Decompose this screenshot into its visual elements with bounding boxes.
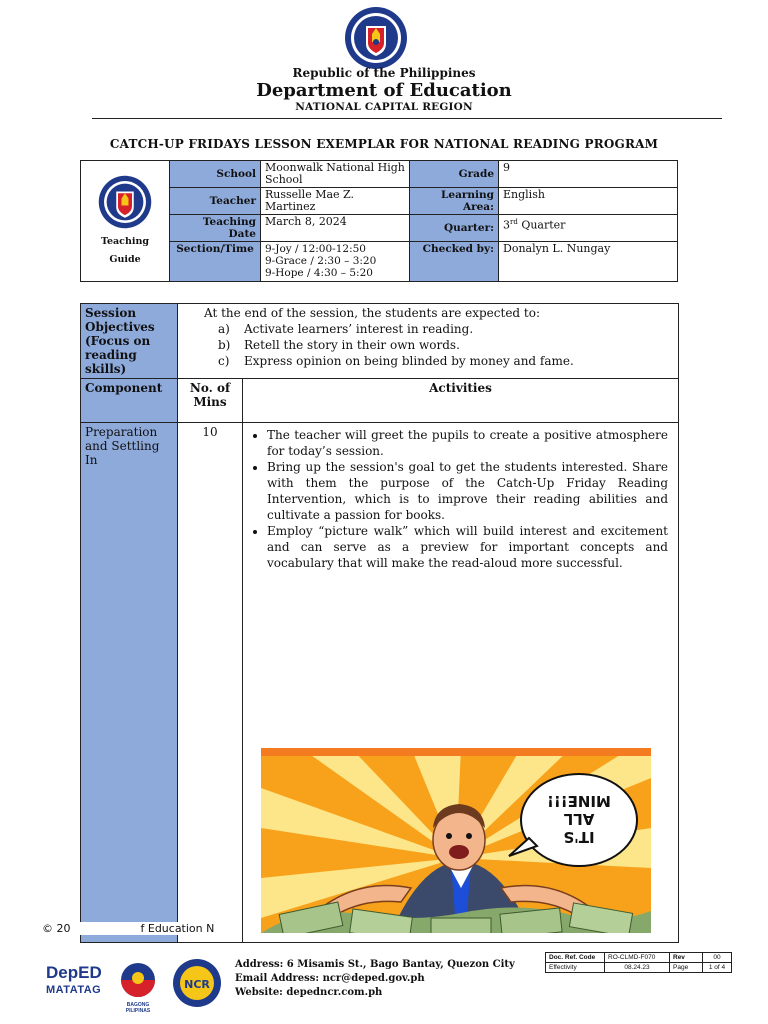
school-label: School — [170, 161, 261, 188]
copyright-text — [42, 922, 214, 935]
component-cell: Preparation and Settling In — [81, 423, 178, 943]
info-table — [80, 160, 678, 282]
grade-label: Grade — [410, 161, 499, 188]
deped-seal-small-icon — [94, 174, 156, 230]
activities-list — [247, 427, 674, 571]
objectives-label: Session Objectives (Focus on reading skills) — [85, 306, 155, 376]
objectives-intro: At the end of the session, the students are expected to: — [204, 306, 540, 320]
bagong-pilipinas-logo — [115, 962, 161, 1014]
checked-by-label: Checked by: — [410, 242, 499, 282]
section-line-2: 9-Grace / 2:30 – 3:20 — [265, 255, 377, 267]
mins-header: No. of Mins — [178, 379, 243, 423]
rev-label: Rev — [670, 953, 703, 963]
objective-letter: c) — [218, 354, 230, 368]
teacher-value: Russelle Mae Z. Martinez — [261, 188, 410, 215]
doc-ref-table — [545, 952, 732, 973]
quarter-value — [499, 215, 678, 242]
copyright-start: © 20 — [42, 922, 71, 935]
objectives-label-cell — [81, 304, 178, 379]
footer-address-block — [235, 958, 515, 1000]
ncr-seal-icon — [168, 958, 226, 1008]
header-divider — [92, 118, 722, 119]
objective-text: Express opinion on being blinded by money and fame. — [244, 354, 574, 368]
activity-item: • Employ “picture walk” which will build interest and excitement and can serve as a preview for important concepts and vocabulary that will make the read-aloud more successful. — [267, 523, 668, 571]
quarter-word: Quarter — [517, 218, 566, 232]
speech-line-1: IT'S — [563, 828, 595, 846]
learning-area-value: English — [499, 188, 678, 215]
ncr-text: NCR — [184, 978, 210, 991]
teacher-label: Teacher — [170, 188, 261, 215]
objective-item — [218, 337, 674, 353]
speech-line-3: MINE!!! — [547, 792, 611, 810]
republic-label: Republic of the Philippines — [292, 66, 476, 80]
deped-matatag-logo — [46, 962, 108, 1012]
section-time-label: Section/Time — [170, 242, 261, 282]
copyright-end: f Education N — [140, 922, 215, 935]
grade-value: 9 — [499, 161, 678, 188]
quarter-label: Quarter: — [410, 215, 499, 242]
quarter-sup: rd — [510, 218, 518, 226]
page-value: 1 of 4 — [703, 963, 732, 973]
doc-ref-value: RO-CLMD-F070 — [605, 953, 670, 963]
activity-item: • Bring up the session's goal to get the students interested. Share with them the purpose of the Catch-Up Friday Reading Intervention, which is to improve their reading abilities and cultivate a passion for books. — [267, 459, 668, 523]
section-time-value — [261, 242, 410, 282]
footer-website: Website: depedncr.com.ph — [235, 987, 383, 998]
teaching-guide-label-2: Guide — [109, 253, 141, 265]
deped-seal-icon — [344, 6, 408, 70]
effectivity-value: 08.24.23 — [605, 963, 670, 973]
rev-value: 00 — [703, 953, 732, 963]
objective-item — [218, 321, 674, 337]
bagong-pilipinas-icon — [120, 962, 156, 998]
mins-cell: 10 — [178, 423, 243, 943]
component-header: Component — [81, 379, 178, 423]
objective-text: Activate learners’ interest in reading. — [244, 322, 474, 336]
document-title: CATCH-UP FRIDAYS LESSON EXEMPLAR FOR NATIONAL READING PROGRAM — [109, 137, 659, 151]
teaching-guide-cell — [81, 161, 170, 282]
learning-area-label: Learning Area: — [410, 188, 499, 215]
teaching-date-value: March 8, 2024 — [261, 215, 410, 242]
objectives-list — [204, 321, 674, 369]
quarter-num: 3 — [503, 218, 510, 232]
teaching-date-label: Teaching Date — [170, 215, 261, 242]
matatag-text: MATATAG — [46, 984, 102, 996]
objective-letter: b) — [218, 338, 231, 352]
region-label: NATIONAL CAPITAL REGION — [295, 101, 473, 113]
department-title: Department of Education — [256, 80, 512, 101]
school-value: Moonwalk National High School — [261, 161, 410, 188]
activity-item: • The teacher will greet the pupils to create a positive atmosphere for today’s session. — [267, 427, 668, 459]
speech-line-2: ALL — [563, 810, 595, 828]
teaching-guide-label-1: Teaching — [100, 235, 150, 247]
footer-email: Email Address: ncr@deped.gov.ph — [235, 973, 425, 984]
section-line-3: 9-Hope / 4:30 – 5:20 — [265, 267, 373, 279]
page-label: Page — [670, 963, 703, 973]
money-man-illustration — [261, 748, 651, 933]
objective-item — [218, 353, 674, 369]
objective-letter: a) — [218, 322, 230, 336]
effectivity-label: Effectivity — [546, 963, 605, 973]
activities-header: Activities — [243, 379, 679, 423]
bagong-pilipinas-text: BAGONG PILIPINAS — [125, 1002, 151, 1014]
objectives-cell — [178, 304, 679, 379]
footer-address: Address: 6 Misamis St., Bago Bantay, Quezon City — [235, 959, 515, 970]
doc-ref-label: Doc. Ref. Code — [546, 953, 605, 963]
section-line-1: 9-Joy / 12:00-12:50 — [265, 243, 366, 255]
objective-text: Retell the story in their own words. — [244, 338, 460, 352]
checked-by-value: Donalyn L. Nungay — [499, 242, 678, 282]
deped-logo-text: DepED — [46, 963, 102, 982]
